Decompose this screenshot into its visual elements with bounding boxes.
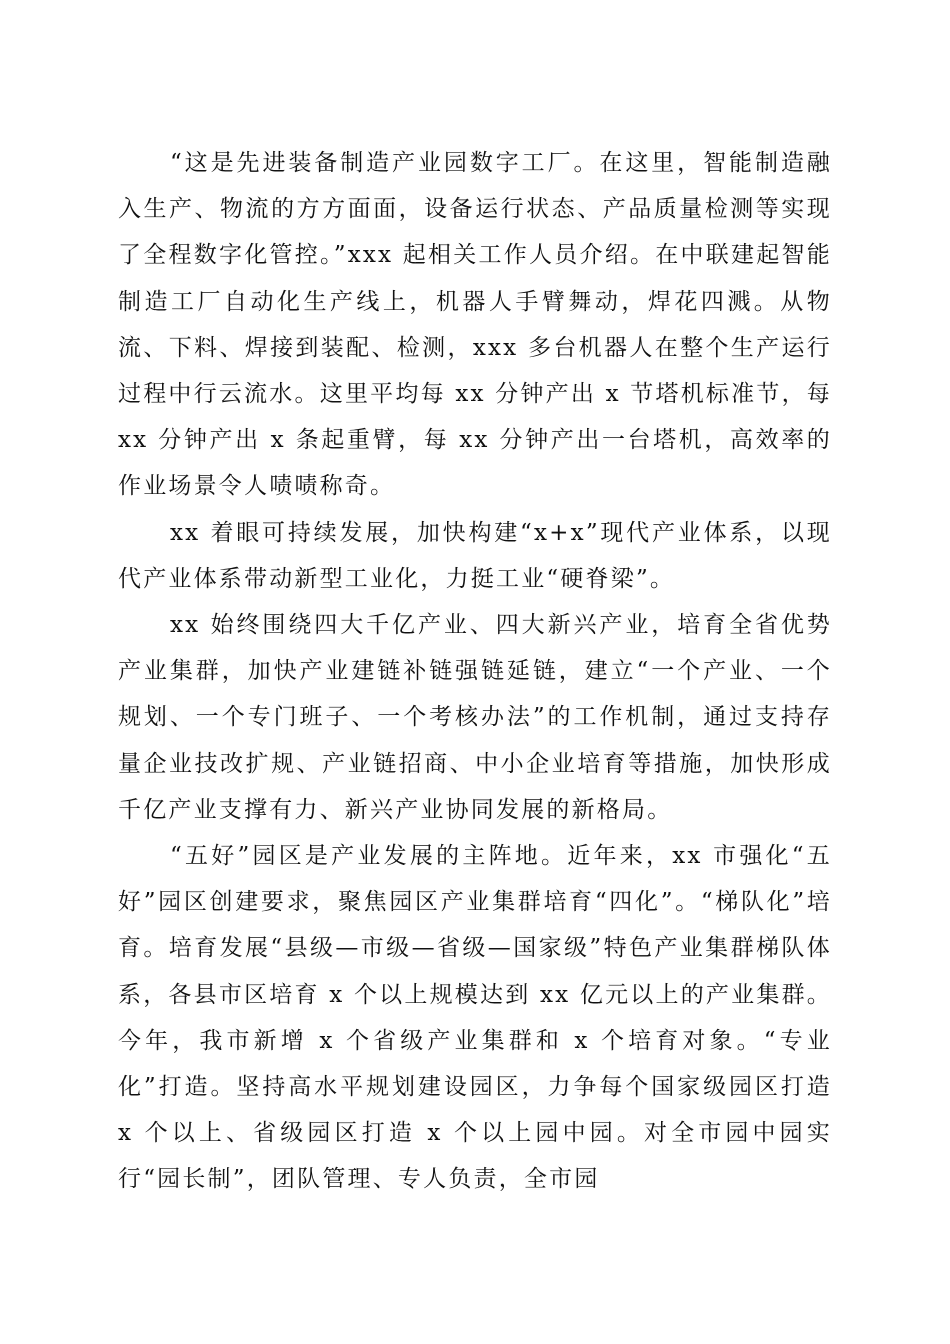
paragraph-digital-factory: “这是先进装备制造产业园数字工厂。在这里，智能制造融入生产、物流的方方面面，设备运行状态、产品质量检测等实现了全程数字化管控。”xxx 起相关工作人员介绍。在中联建起智能制造工厂自动化生产线上，机器人手臂舞动，焊花四溅。从物流、下料、焊接到装配、检测，xxx 多台机器人在整个生产运行过程中行云流水。这里平均每 xx 分钟产出 x 节塔机标准节，每 xx 分钟产出 x 条起重臂，每 xx 分钟产出一台塔机，高效率的作业场景令人啧啧称奇。 [118, 150, 842, 500]
paragraph-industry-clusters: xx 始终围绕四大千亿产业、四大新兴产业，培育全省优势产业集群，加快产业建链补链强链延链，建立“一个产业、一个规划、一个专门班子、一个考核办法”的工作机制，通过支持存量企业技改扩规、产业链招商、中小企业培育等措施，加快形成千亿产业支撑有力、新兴产业协同发展的新格局。 [118, 612, 832, 823]
document-body [118, 140, 842, 1203]
paragraph-five-good-parks: “五好”园区是产业发展的主阵地。近年来，xx 市强化“五好”园区创建要求，聚焦园区产业集群培育“四化”。“梯队化”培育。培育发展“县级—市级—省级—国家级”特色产业集群梯队体系，各县市区培育 x 个以上规模达到 xx 亿元以上的产业集群。今年，我市新增 x 个省级产业集群和 x 个培育对象。“专业化”打造。坚持高水平规划建设园区，力争每个国家级园区打造 x 个以上、省级园区打造 x 个以上园中园。对全市园中园实行“园长制”，团队管理、专人负责，全市园 [118, 843, 842, 1193]
paragraph-industrial-system: xx 着眼可持续发展，加快构建“x+x”现代产业体系，以现代产业体系带动新型工业化，力挺工业“硬脊梁”。 [118, 519, 832, 592]
